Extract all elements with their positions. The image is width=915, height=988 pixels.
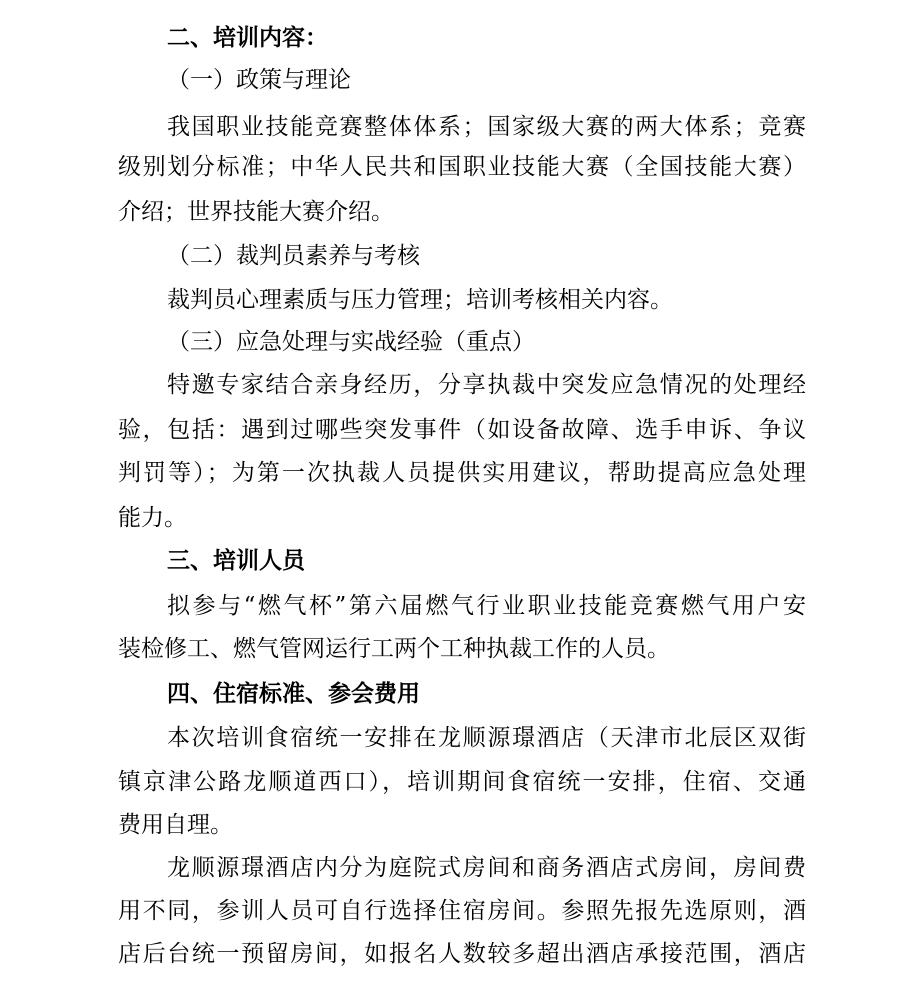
subsection-heading-referee-quality: （二）裁判员素养与考核: [167, 243, 420, 269]
paragraph-line: 验，包括：遇到过哪些突发事件（如设备故障、选手申诉、争议: [118, 417, 806, 443]
paragraph-line: 店后台统一预留房间，如报名人数较多超出酒店承接范围，酒店: [118, 941, 806, 967]
paragraph-line: 镇京津公路龙顺道西口），培训期间食宿统一安排，住宿、交通: [118, 769, 806, 795]
paragraph-line: 特邀专家结合亲身经历，分享执裁中突发应急情况的处理经: [167, 372, 806, 398]
paragraph-line: 本次培训食宿统一安排在龙顺源璟酒店（天津市北辰区双街: [167, 725, 806, 751]
section-heading-training-content: 二、培训内容：: [167, 25, 328, 51]
paragraph-line: 判罚等）；为第一次执裁人员提供实用建议，帮助提高应急处理: [118, 460, 806, 486]
paragraph-line: 能力。: [118, 505, 187, 531]
paragraph-line: 裁判员心理素质与压力管理；培训考核相关内容。: [167, 287, 673, 313]
paragraph-line: 我国职业技能竞赛整体体系；国家级大赛的两大体系；竞赛: [167, 114, 806, 140]
paragraph-line: 介绍；世界技能大赛介绍。: [118, 199, 394, 225]
subsection-heading-emergency-handling: （三）应急处理与实战经验（重点）: [167, 329, 535, 355]
paragraph-line: 拟参与“燃气杯”第六届燃气行业职业技能竞赛燃气用户安: [167, 593, 806, 619]
paragraph-line: 装检修工、燃气管网运行工两个工种执裁工作的人员。: [118, 636, 670, 662]
section-heading-accommodation-fees: 四、住宿标准、参会费用: [167, 681, 420, 707]
paragraph-line: 费用自理。: [118, 812, 233, 838]
subsection-heading-policy-theory: （一）政策与理论: [167, 67, 351, 93]
paragraph-line: 级别划分标准；中华人民共和国职业技能大赛（全国技能大赛）: [118, 154, 806, 180]
paragraph-line: 龙顺源璟酒店内分为庭院式房间和商务酒店式房间，房间费: [167, 855, 806, 881]
paragraph-line: 用不同，参训人员可自行选择住宿房间。参照先报先选原则，酒: [118, 898, 806, 924]
section-heading-trainees: 三、培训人员: [167, 548, 305, 574]
